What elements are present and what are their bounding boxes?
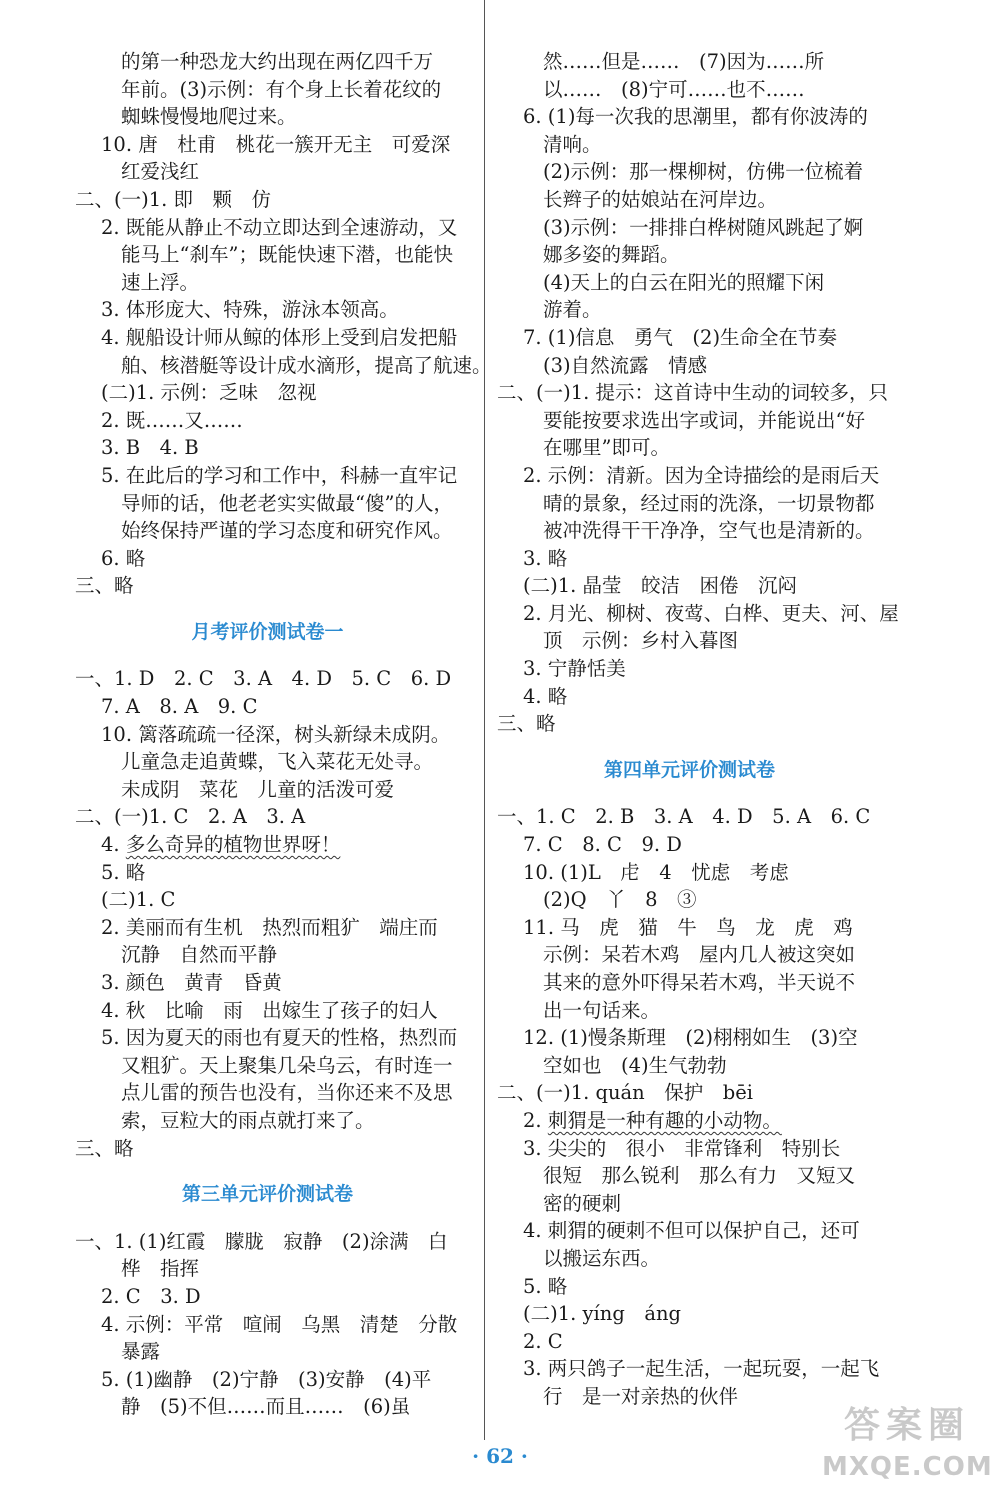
answer-text: (3)自然流露 情感 bbox=[543, 353, 708, 377]
watermark-logo-text: 答案圈 bbox=[843, 1405, 970, 1446]
answer-line bbox=[75, 186, 460, 214]
answer-text: 3. 两只鸽子一起生活，一起玩耍，一起飞 bbox=[523, 1357, 880, 1381]
answer-text: (二)1. yíng áng bbox=[523, 1302, 681, 1326]
answer-line bbox=[75, 269, 460, 297]
answer-line bbox=[497, 269, 882, 297]
answer-text: 3. B 4. B bbox=[101, 436, 199, 460]
answer-line bbox=[497, 1300, 882, 1328]
answer-line bbox=[75, 296, 460, 324]
answer-text: 红爱浅红 bbox=[121, 160, 200, 184]
answer-line bbox=[75, 1079, 460, 1107]
answer-line bbox=[497, 76, 882, 104]
answer-line bbox=[497, 545, 882, 573]
answer-line bbox=[497, 462, 882, 490]
answer-line bbox=[75, 1393, 460, 1421]
answer-line bbox=[497, 831, 882, 859]
answer-line bbox=[497, 1052, 882, 1080]
answer-line bbox=[497, 1217, 882, 1245]
answer-text: 顶 示例：乡村入暮图 bbox=[543, 629, 739, 653]
answer-line bbox=[75, 490, 460, 518]
column-divider bbox=[484, 0, 485, 1440]
answer-line bbox=[497, 434, 882, 462]
answer-text: 未成阴 菜花 儿童的活泼可爱 bbox=[121, 777, 395, 801]
answer-line bbox=[497, 655, 882, 683]
answer-text: 7. C 8. C 9. D bbox=[523, 833, 682, 857]
answer-line bbox=[497, 241, 882, 269]
answer-text: 沉静 自然而平静 bbox=[121, 943, 278, 967]
answer-text: 三、略 bbox=[75, 1136, 134, 1160]
answer-line bbox=[497, 1245, 882, 1273]
answer-line bbox=[497, 969, 882, 997]
answer-line bbox=[75, 462, 460, 490]
answer-line bbox=[75, 76, 460, 104]
answer-text: 11. 马 虎 猫 牛 鸟 龙 虎 鸡 bbox=[523, 915, 853, 939]
answer-line bbox=[497, 158, 882, 186]
answer-text: 出一句话来。 bbox=[543, 998, 661, 1022]
answer-line bbox=[497, 997, 882, 1025]
spacer bbox=[75, 1162, 460, 1181]
answer-line bbox=[75, 665, 460, 693]
answer-text: 5. 因为夏天的雨也有夏天的性格，热烈而 bbox=[101, 1026, 458, 1050]
answer-text: 然……但是…… (7)因为……所 bbox=[543, 50, 825, 73]
answer-line bbox=[75, 693, 460, 721]
answer-text: 10. 唐 杜甫 桃花一簇开无主 可爱深 bbox=[101, 132, 451, 156]
answer-line bbox=[75, 1228, 460, 1256]
answer-text: 2. 既……又…… bbox=[101, 408, 243, 432]
answer-line bbox=[75, 941, 460, 969]
answer-line bbox=[75, 158, 460, 186]
answer-line bbox=[75, 103, 460, 131]
answer-text: 在哪里”即可。 bbox=[543, 436, 670, 460]
answer-text: 一、1. C 2. B 3. A 4. D 5. A 6. C bbox=[497, 805, 871, 829]
answer-text: 6. 略 bbox=[101, 546, 146, 570]
answer-text: 以搬运东西。 bbox=[543, 1246, 661, 1270]
answer-line bbox=[497, 914, 882, 942]
answer-text: 10. (1)L 虍 4 忧虑 考虑 bbox=[523, 860, 789, 884]
spacer bbox=[75, 1209, 460, 1228]
answer-line bbox=[75, 1283, 460, 1311]
answer-line bbox=[497, 1273, 882, 1301]
answer-text: 示例：呆若木鸡 屋内几人被这突如 bbox=[543, 943, 856, 967]
watermark-url: MXQE.COM bbox=[822, 1452, 993, 1482]
answer-line bbox=[75, 831, 460, 859]
answer-line bbox=[75, 545, 460, 573]
spacer bbox=[75, 600, 460, 619]
answer-text: 索，豆粒大的雨点就打来了。 bbox=[121, 1108, 375, 1132]
answer-text: 4. 示例：平常 喧闹 乌黑 清楚 分散 bbox=[101, 1312, 458, 1336]
answer-line bbox=[497, 1135, 882, 1163]
answer-text: 3. 尖尖的 很小 非常锋利 特别长 bbox=[523, 1136, 841, 1160]
answer-line bbox=[497, 131, 882, 159]
answer-text: 4. bbox=[101, 833, 126, 857]
answer-line bbox=[75, 1311, 460, 1339]
answer-line bbox=[497, 1355, 882, 1383]
answer-text: 密的硬刺 bbox=[543, 1191, 622, 1215]
answer-text: (二)1. C bbox=[101, 888, 176, 912]
answer-text: 速上浮。 bbox=[121, 270, 200, 294]
answer-text: (3)示例：一排排白桦树随风跳起了婀 bbox=[543, 215, 864, 239]
answer-line bbox=[497, 572, 882, 600]
spacer bbox=[497, 738, 882, 757]
answer-line bbox=[497, 803, 882, 831]
answer-line bbox=[497, 600, 899, 628]
answer-text: 4. 略 bbox=[523, 684, 568, 708]
answer-text: 5. (1)幽静 (2)宁静 (3)安静 (4)平 bbox=[101, 1367, 432, 1391]
answer-line bbox=[75, 1338, 460, 1366]
answer-text: 长辫子的姑娘站在河岸边。 bbox=[543, 187, 778, 211]
answer-text: 2. C bbox=[523, 1329, 563, 1353]
answer-text: 其来的意外吓得呆若木鸡，半天说不 bbox=[543, 971, 856, 994]
answer-text: 3. 体形庞大、特殊，游泳本领高。 bbox=[101, 298, 399, 322]
answer-text: 2. C 3. D bbox=[101, 1284, 201, 1308]
answer-text: 要能按要求选出字或词，并能说出“好 bbox=[543, 408, 865, 432]
answer-text: 始终保持严谨的学习态度和研究作风。 bbox=[121, 519, 453, 543]
spacer bbox=[497, 784, 882, 803]
answer-text: 二、(一)1. C 2. A 3. A bbox=[75, 805, 306, 829]
answer-line bbox=[497, 710, 882, 738]
answer-line bbox=[75, 352, 492, 380]
answer-text: 12. (1)慢条斯理 (2)栩栩如生 (3)空 bbox=[523, 1026, 858, 1050]
answer-text: 行 是一对亲热的伙伴 bbox=[543, 1384, 739, 1408]
answer-text: 桦 指挥 bbox=[121, 1257, 200, 1281]
answer-text: 三、略 bbox=[497, 712, 556, 736]
answer-line bbox=[497, 859, 882, 887]
answer-line bbox=[497, 1190, 882, 1218]
answer-text: 舶、核潜艇等设计成水滴形，提高了航速。 bbox=[121, 353, 492, 377]
answer-line bbox=[497, 683, 882, 711]
answer-text: 3. 略 bbox=[523, 546, 568, 570]
answer-text: 静 (5)不但……而且…… (6)虽 bbox=[121, 1395, 411, 1419]
answer-text: 年前。(3)示例：有个身上长着花纹的 bbox=[121, 77, 442, 101]
answer-text: 暴露 bbox=[121, 1340, 161, 1364]
site-watermark bbox=[822, 1402, 992, 1494]
answer-line bbox=[497, 48, 882, 76]
answer-line bbox=[75, 914, 460, 942]
answer-line bbox=[497, 324, 882, 352]
answer-line bbox=[75, 379, 460, 407]
answer-text: 3. 宁静恬美 bbox=[523, 657, 626, 681]
answer-line bbox=[497, 1024, 882, 1052]
answer-line bbox=[497, 1162, 882, 1190]
answer-line bbox=[75, 241, 460, 269]
answer-text: 导师的话，他老老实实做最“傻”的人， bbox=[121, 491, 453, 515]
answer-line bbox=[497, 1107, 882, 1135]
answer-text: 4. 秋 比喻 雨 出嫁生了孩子的妇人 bbox=[101, 998, 438, 1022]
answer-line bbox=[75, 48, 460, 76]
answer-line bbox=[75, 969, 460, 997]
answer-text: 一、1. (1)红霞 朦胧 寂静 (2)涂满 白 bbox=[75, 1229, 448, 1253]
answer-line bbox=[75, 1107, 460, 1135]
answer-text: 2. 美丽而有生机 热烈而粗犷 端庄而 bbox=[101, 915, 438, 939]
spacer bbox=[75, 646, 460, 665]
answer-line bbox=[75, 1052, 460, 1080]
answer-text: 7. A 8. A 9. C bbox=[101, 695, 258, 719]
answer-text: 清响。 bbox=[543, 132, 602, 156]
answer-text: 一、1. D 2. C 3. A 4. D 5. C 6. D bbox=[75, 667, 452, 691]
answer-text: 游着。 bbox=[543, 298, 602, 322]
answer-text: 儿童急走追黄蝶，飞入菜花无处寻。 bbox=[121, 750, 434, 774]
section-heading: 月考评价测试卷一 bbox=[191, 620, 344, 643]
answer-text: 2. 既能从静止不动立即达到全速游动，又 bbox=[101, 215, 458, 239]
answer-text: 又粗犷。天上聚集几朵乌云，有时连一 bbox=[121, 1053, 453, 1077]
answer-text: (二)1. 示例：乏味 忽视 bbox=[101, 381, 317, 405]
answer-line bbox=[497, 1079, 882, 1107]
wavy-underlined-text: 多么奇异的植物世界呀！ bbox=[125, 833, 341, 857]
right-column bbox=[497, 48, 899, 1411]
answer-text: 二、(一)1. 即 颗 仿 bbox=[75, 187, 272, 211]
answer-line bbox=[75, 748, 460, 776]
answer-line bbox=[75, 572, 460, 600]
answer-text: 以…… (8)宁可……也不…… bbox=[543, 77, 805, 101]
section-heading: 第四单元评价测试卷 bbox=[603, 758, 775, 781]
answer-line bbox=[497, 352, 882, 380]
answer-line bbox=[75, 131, 460, 159]
answer-line bbox=[497, 186, 882, 214]
page-number: · 62 · bbox=[472, 1444, 528, 1468]
answer-line bbox=[75, 434, 460, 462]
answer-text: (4)天上的白云在阳光的照耀下闲 bbox=[543, 270, 825, 294]
answer-text: 三、略 bbox=[75, 574, 134, 598]
answer-line bbox=[75, 997, 460, 1025]
answer-line bbox=[75, 721, 460, 749]
answer-line bbox=[497, 296, 882, 324]
answer-text: 5. 略 bbox=[101, 860, 146, 884]
answer-line bbox=[75, 803, 460, 831]
wavy-underlined-text: 刺猬是一种有趣的小动物。 bbox=[547, 1108, 782, 1132]
answer-line bbox=[75, 859, 460, 887]
answer-line bbox=[497, 517, 882, 545]
answer-line bbox=[75, 1366, 460, 1394]
answer-text: 二、(一)1. 提示：这首诗中生动的词较多，只 bbox=[497, 381, 889, 405]
answer-text: 4. 刺猬的硬刺不但可以保护自己，还可 bbox=[523, 1219, 860, 1243]
answer-text: (二)1. 晶莹 皎洁 困倦 沉闷 bbox=[523, 574, 798, 598]
answer-text: 蜘蛛慢慢地爬过来。 bbox=[121, 105, 297, 129]
answer-text: 2. bbox=[523, 1108, 548, 1132]
answer-line bbox=[75, 214, 460, 242]
answer-line bbox=[497, 886, 882, 914]
answer-text: 空如也 (4)生气勃勃 bbox=[543, 1053, 727, 1077]
answer-text: 的第一种恐龙大约出现在两亿四千万 bbox=[121, 50, 434, 73]
answer-line bbox=[497, 1328, 882, 1356]
answer-line bbox=[75, 517, 460, 545]
answer-line bbox=[75, 324, 460, 352]
answer-line bbox=[497, 490, 882, 518]
answer-text: 能马上“刹车”；既能快速下潜，也能快 bbox=[121, 243, 453, 267]
answer-line bbox=[497, 379, 889, 407]
answer-line bbox=[75, 1255, 460, 1283]
section-heading: 第三单元评价测试卷 bbox=[181, 1183, 353, 1206]
answer-text: 7. (1)信息 勇气 (2)生命全在节奏 bbox=[523, 325, 838, 349]
answer-text: 二、(一)1. quán 保护 bēi bbox=[497, 1081, 754, 1105]
answer-text: 5. 在此后的学习和工作中，科赫一直牢记 bbox=[101, 463, 458, 487]
answer-text: 2. 月光、柳树、夜莺、白桦、更夫、河、屋 bbox=[523, 601, 899, 625]
answer-text: (2)Q 丫 8 ③ bbox=[543, 888, 697, 912]
answer-text: 3. 颜色 黄青 昏黄 bbox=[101, 971, 282, 994]
answer-line bbox=[497, 627, 882, 655]
answer-line bbox=[75, 776, 460, 804]
answer-text: 娜多姿的舞蹈。 bbox=[543, 243, 680, 267]
answer-line bbox=[75, 1024, 460, 1052]
answer-line bbox=[497, 214, 882, 242]
answer-text: 2. 示例：清新。因为全诗描绘的是雨后天 bbox=[523, 463, 880, 487]
answer-line bbox=[75, 407, 460, 435]
answer-line bbox=[497, 941, 882, 969]
answer-text: 5. 略 bbox=[523, 1274, 568, 1298]
answer-text: (2)示例：那一棵柳树，仿佛一位梳着 bbox=[543, 160, 864, 184]
answer-line bbox=[75, 1135, 460, 1163]
answer-text: 4. 舰船设计师从鲸的体形上受到启发把船 bbox=[101, 325, 458, 349]
answer-line bbox=[497, 407, 882, 435]
answer-text: 被冲洗得干干净净，空气也是清新的。 bbox=[543, 519, 875, 543]
answer-text: 10. 篱落疏疏一径深，树头新绿未成阴。 bbox=[101, 722, 451, 746]
answer-line bbox=[497, 103, 882, 131]
answer-text: 点儿雷的预告也没有，当你还来不及思 bbox=[121, 1081, 453, 1105]
left-column bbox=[75, 48, 492, 1421]
answer-text: 6. (1)每一次我的思潮里，都有你波涛的 bbox=[523, 105, 868, 129]
answer-text: 很短 那么锐利 那么有力 又短又 bbox=[543, 1164, 856, 1188]
answer-line bbox=[75, 886, 460, 914]
answer-text: 晴的景象，经过雨的洗涤，一切景物都 bbox=[543, 491, 875, 515]
